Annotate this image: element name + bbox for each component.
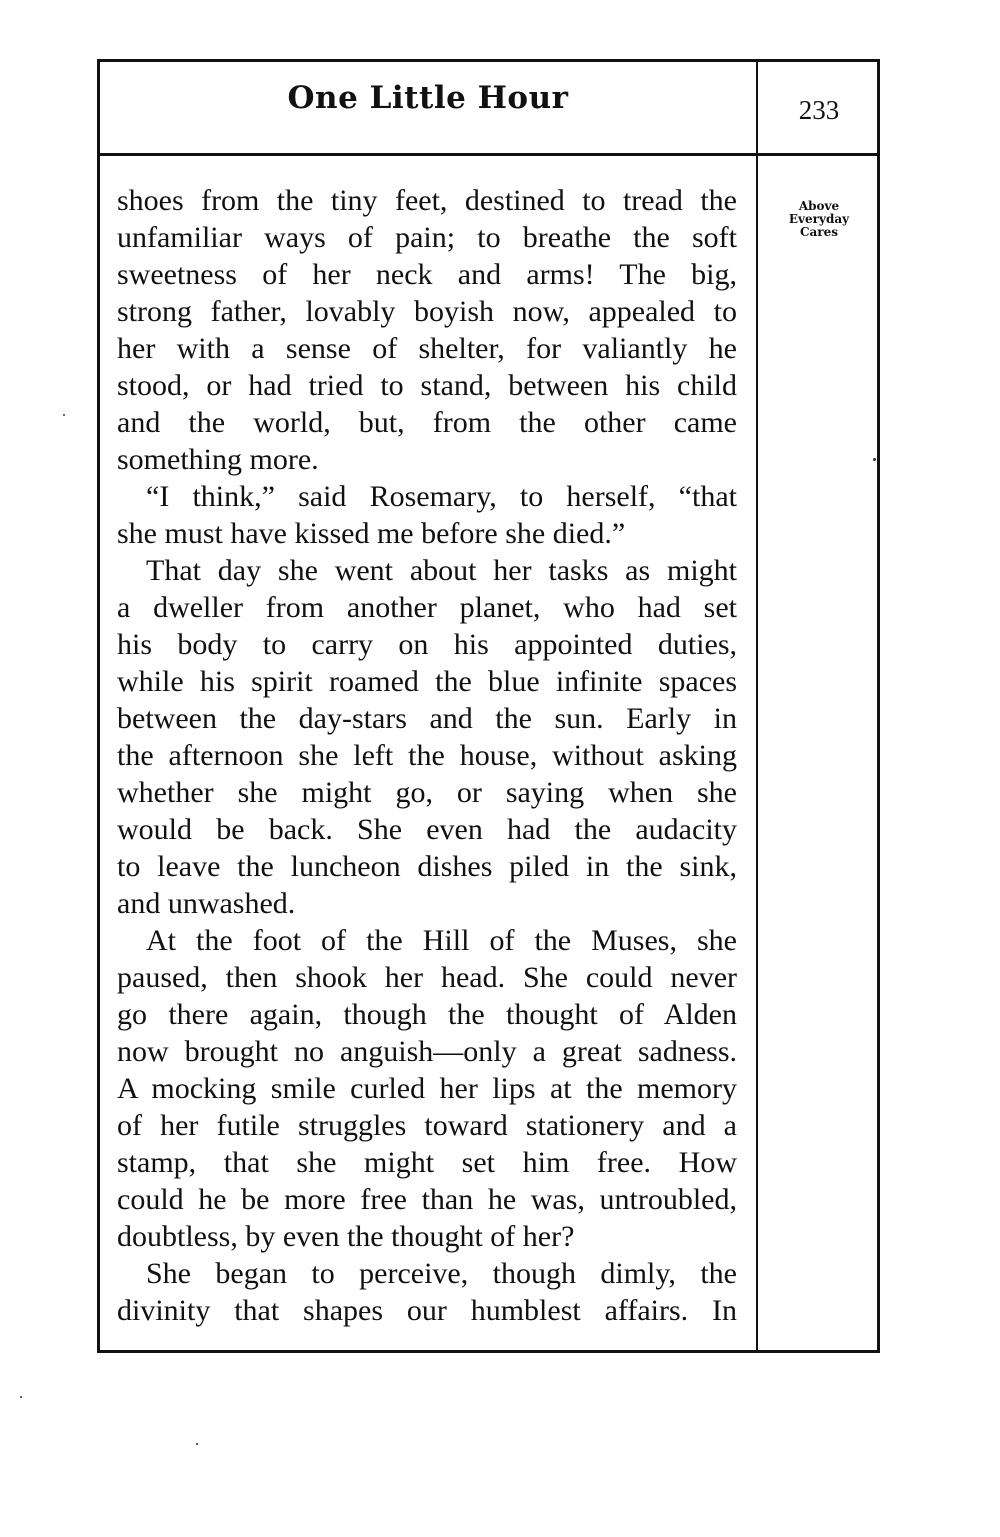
text-line: divinity that shapes our humblest affairs. In xyxy=(117,1294,737,1327)
text-line: of her futile struggles toward stationery and a xyxy=(117,1109,737,1142)
text-line: whether she might go, or saying when she xyxy=(117,776,737,809)
text-line: stamp, that she might set him free. How xyxy=(117,1146,737,1179)
text-line: A mocking smile curled her lips at the memory xyxy=(117,1072,737,1105)
text-line: doubtless, by even the thought of her? xyxy=(117,1220,575,1253)
print-speck xyxy=(196,1443,198,1445)
text-line: while his spirit roamed the blue infinite spaces xyxy=(117,665,737,698)
print-speck xyxy=(20,1396,22,1398)
text-line: unfamiliar ways of pain; to breathe the soft xyxy=(117,221,737,254)
text-line: to leave the luncheon dishes piled in the sink, xyxy=(117,850,737,883)
text-line: and unwashed. xyxy=(117,887,296,920)
text-line: could he be more free than he was, untroubled, xyxy=(117,1183,737,1216)
text-line: a dweller from another planet, who had set xyxy=(117,591,737,624)
text-line: stood, or had tried to stand, between his child xyxy=(117,369,737,402)
text-line: something more. xyxy=(117,443,319,476)
print-speck xyxy=(63,414,65,416)
paragraph xyxy=(117,552,737,922)
text-line: her with a sense of shelter, for valiantly he xyxy=(117,332,737,365)
text-line: his body to carry on his appointed duties, xyxy=(117,628,737,661)
page-frame xyxy=(97,59,880,1353)
marginal-note-line: Cares xyxy=(799,225,839,239)
marginal-note-line: Above xyxy=(798,199,840,213)
print-speck xyxy=(873,458,876,461)
text-line: paused, then shook her head. She could never xyxy=(117,961,737,994)
text-line: strong father, lovably boyish now, appealed to xyxy=(117,295,737,328)
margin-rule xyxy=(756,62,758,1350)
running-head-title: One Little Hour xyxy=(287,80,569,116)
text-line: and the world, but, from the other came xyxy=(117,406,737,439)
text-line: sweetness of her neck and arms! The big, xyxy=(117,258,737,291)
text-line: That day she went about her tasks as might xyxy=(146,554,737,587)
header-rule xyxy=(100,153,877,156)
text-line: the afternoon she left the house, without asking xyxy=(117,739,737,772)
body-text xyxy=(117,182,737,1329)
marginal-note xyxy=(758,194,880,245)
text-line: “I think,” said Rosemary, to herself, “that xyxy=(146,480,737,513)
text-line: She began to perceive, though dimly, the xyxy=(146,1257,737,1290)
text-line: between the day-stars and the sun. Early in xyxy=(117,702,737,735)
page-number: 233 xyxy=(798,95,840,125)
text-line: go there again, though the thought of Alden xyxy=(117,998,737,1031)
paragraph xyxy=(117,1255,737,1329)
paragraph xyxy=(117,922,737,1255)
text-line: now brought no anguish—only a great sadness. xyxy=(117,1035,737,1068)
paragraph xyxy=(117,182,737,478)
marginal-note-line: Everyday xyxy=(788,212,850,226)
text-line: she must have kissed me before she died.” xyxy=(117,517,626,550)
text-line: At the foot of the Hill of the Muses, she xyxy=(146,924,737,957)
text-line: shoes from the tiny feet, destined to tread the xyxy=(117,184,737,217)
text-line: would be back. She even had the audacity xyxy=(117,813,737,846)
paragraph xyxy=(117,478,737,552)
